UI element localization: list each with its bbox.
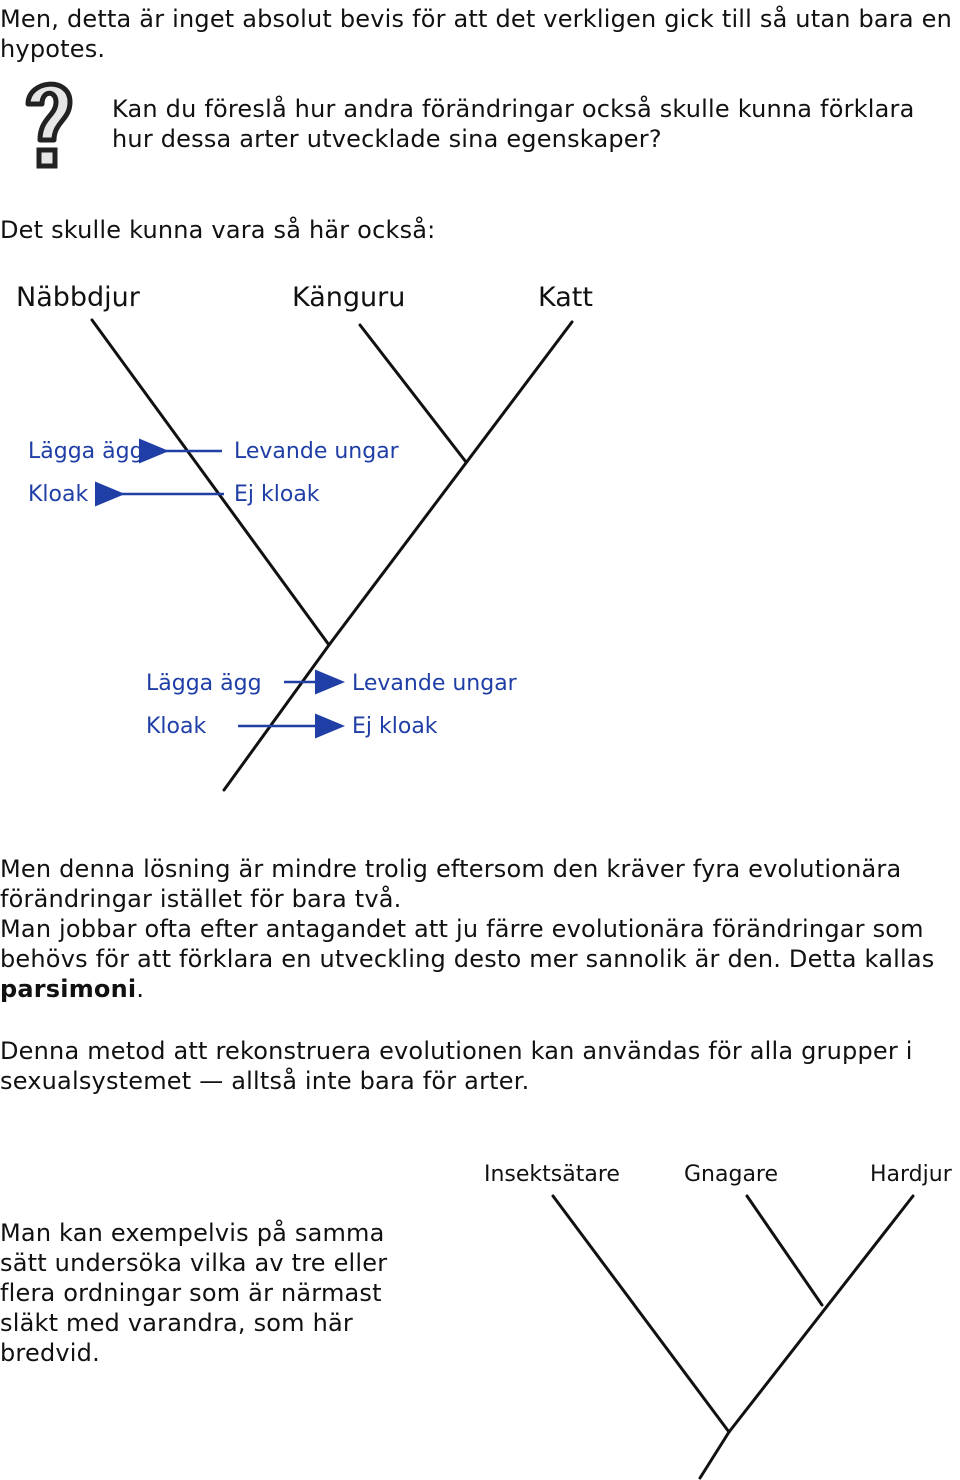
taxon-label: Hardjur: [870, 1162, 952, 1187]
side-text: Man kan exempelvis på samma sätt undersöka vilka av tre eller flera ordningar som är närmast släkt med varandra, som här bredvid.: [0, 1219, 388, 1367]
taxon-label: Känguru: [292, 282, 406, 313]
trait-label: Kloak: [146, 714, 207, 739]
branch-insektsatare: [553, 1196, 729, 1432]
trait-label: Levande ungar: [352, 671, 517, 696]
question-text: Kan du föreslå hur andra förändringar också skulle kunna förklara hur dessa arter utvecklade sina egenskaper?: [112, 95, 915, 153]
branch-gnagare: [747, 1196, 822, 1305]
trait-label: Kloak: [28, 482, 89, 507]
lead-text: Det skulle kunna vara så här också:: [0, 216, 436, 244]
trait-label: Ej kloak: [352, 714, 438, 739]
taxon-label: Insektsätare: [484, 1162, 620, 1187]
branch-hardjur: [729, 1196, 913, 1432]
taxon-label: Näbbdjur: [16, 282, 140, 313]
taxon-label: Gnagare: [684, 1162, 779, 1187]
trait-label: Levande ungar: [234, 439, 399, 464]
trait-label: Lägga ägg: [146, 671, 262, 696]
paragraph-method: Denna metod att rekonstruera evolutionen kan användas för alla grupper i sexualsystemet — alltså inte bara för arter.: [0, 1037, 913, 1095]
term-parsimoni: parsimoni: [0, 975, 137, 1003]
taxon-label: Katt: [538, 282, 593, 313]
trait-label: Ej kloak: [234, 482, 320, 507]
paragraph-parsimony-text: Man jobbar ofta efter antagandet att ju färre evolutionära förändringar som behövs för att förklara en utveckling desto mer sannolik är den. Detta kallas: [0, 915, 935, 973]
paragraph-parsimony-end: .: [136, 975, 145, 1003]
trait-label: Lägga ägg: [28, 439, 144, 464]
intro-paragraph: Men, detta är inget absolut bevis för att det verkligen gick till så utan bara en hypotes.: [0, 5, 953, 63]
root-branch: [700, 1432, 729, 1478]
paragraph-parsimony-intro: Men denna lösning är mindre trolig eftersom den kräver fyra evolutionära förändringar istället för bara två.: [0, 855, 902, 913]
